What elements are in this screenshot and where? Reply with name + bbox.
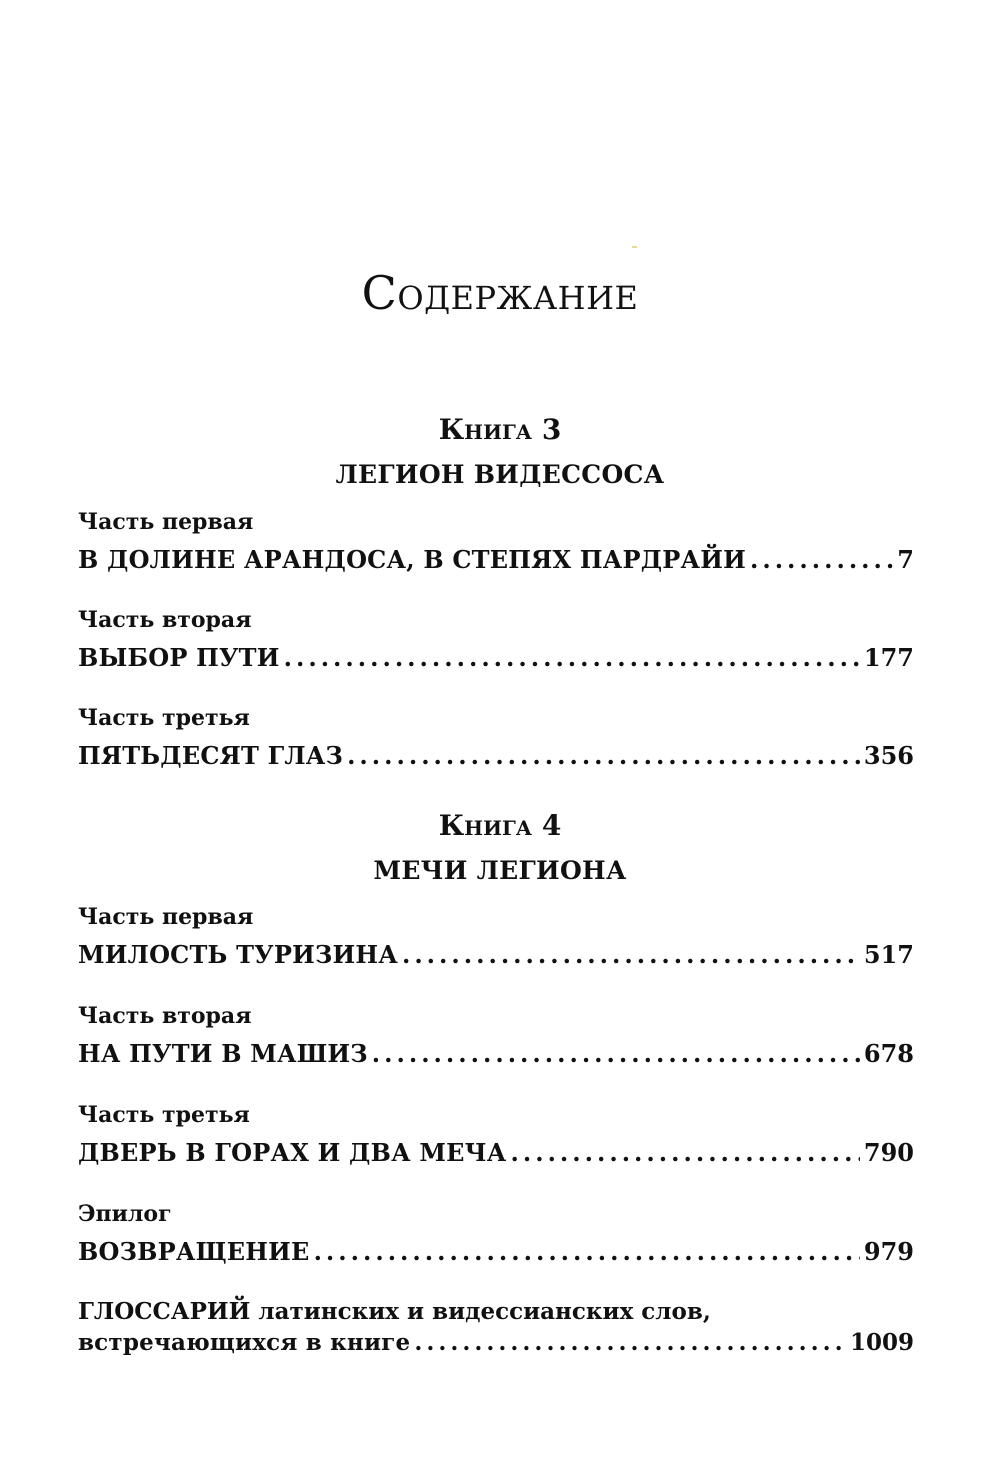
dot-leader [414, 1331, 846, 1354]
page-number: 7 [897, 545, 914, 574]
book-4-label: Книга 4 [438, 809, 562, 842]
entry-title: ПЯТЬДЕСЯТ ГЛАЗ [78, 741, 344, 770]
entry-title: встречающихся в книге [78, 1329, 411, 1356]
print-smudge [632, 246, 637, 248]
book-4-part-2-label: Часть вторая [78, 1003, 252, 1029]
dot-leader [402, 943, 860, 967]
book-3-part-2-entry[interactable] [78, 643, 914, 672]
book-4-part-1-label: Часть первая [78, 904, 254, 930]
book-3-part-3-entry[interactable] [78, 741, 914, 770]
book-3-part-1-label: Часть первая [78, 509, 254, 535]
entry-title: НА ПУТИ В МАШИЗ [78, 1039, 368, 1068]
glossary-title-line-1: ГЛОССАРИЙ латинских и видессианских слов, [78, 1298, 711, 1325]
page-number: 790 [863, 1138, 914, 1167]
dot-leader [750, 548, 893, 572]
entry-title: В ДОЛИНЕ АРАНДОСА, В СТЕПЯХ ПАРДРАЙИ [78, 545, 746, 574]
page-title: Содержание [361, 266, 639, 320]
book-4-part-1-entry[interactable] [78, 940, 914, 969]
page-number: 979 [863, 1237, 914, 1266]
entry-title: ВЫБОР ПУТИ [78, 643, 280, 672]
book-3-name: ЛЕГИОН ВИДЕССОСА [335, 460, 665, 489]
book-4-name: МЕЧИ ЛЕГИОНА [373, 856, 627, 885]
entry-title: ДВЕРЬ В ГОРАХ И ДВА МЕЧА [78, 1138, 507, 1167]
page-number: 177 [863, 643, 914, 672]
epilogue-label: Эпилог [78, 1201, 172, 1227]
page-number: 356 [863, 741, 914, 770]
entry-title: ВОЗВРАЩЕНИЕ [78, 1237, 310, 1266]
book-4-part-3-entry[interactable] [78, 1138, 914, 1167]
epilogue-entry[interactable] [78, 1237, 914, 1266]
dot-leader [347, 744, 860, 768]
dot-leader [372, 1042, 860, 1066]
book-4-part-2-entry[interactable] [78, 1039, 914, 1068]
entry-title: МИЛОСТЬ ТУРИЗИНА [78, 940, 398, 969]
dot-leader [511, 1141, 860, 1165]
book-3-part-2-label: Часть вторая [78, 607, 252, 633]
book-3-part-3-label: Часть третья [78, 705, 250, 731]
dot-leader [314, 1240, 860, 1264]
book-3-part-1-entry[interactable] [78, 545, 914, 574]
dot-leader [284, 646, 860, 670]
book-4-part-3-label: Часть третья [78, 1102, 250, 1128]
page-number: 1009 [849, 1329, 914, 1356]
glossary-entry[interactable] [78, 1331, 914, 1354]
book-3-label: Книга 3 [438, 413, 562, 446]
page-number: 517 [863, 940, 914, 969]
page-number: 678 [863, 1039, 914, 1068]
